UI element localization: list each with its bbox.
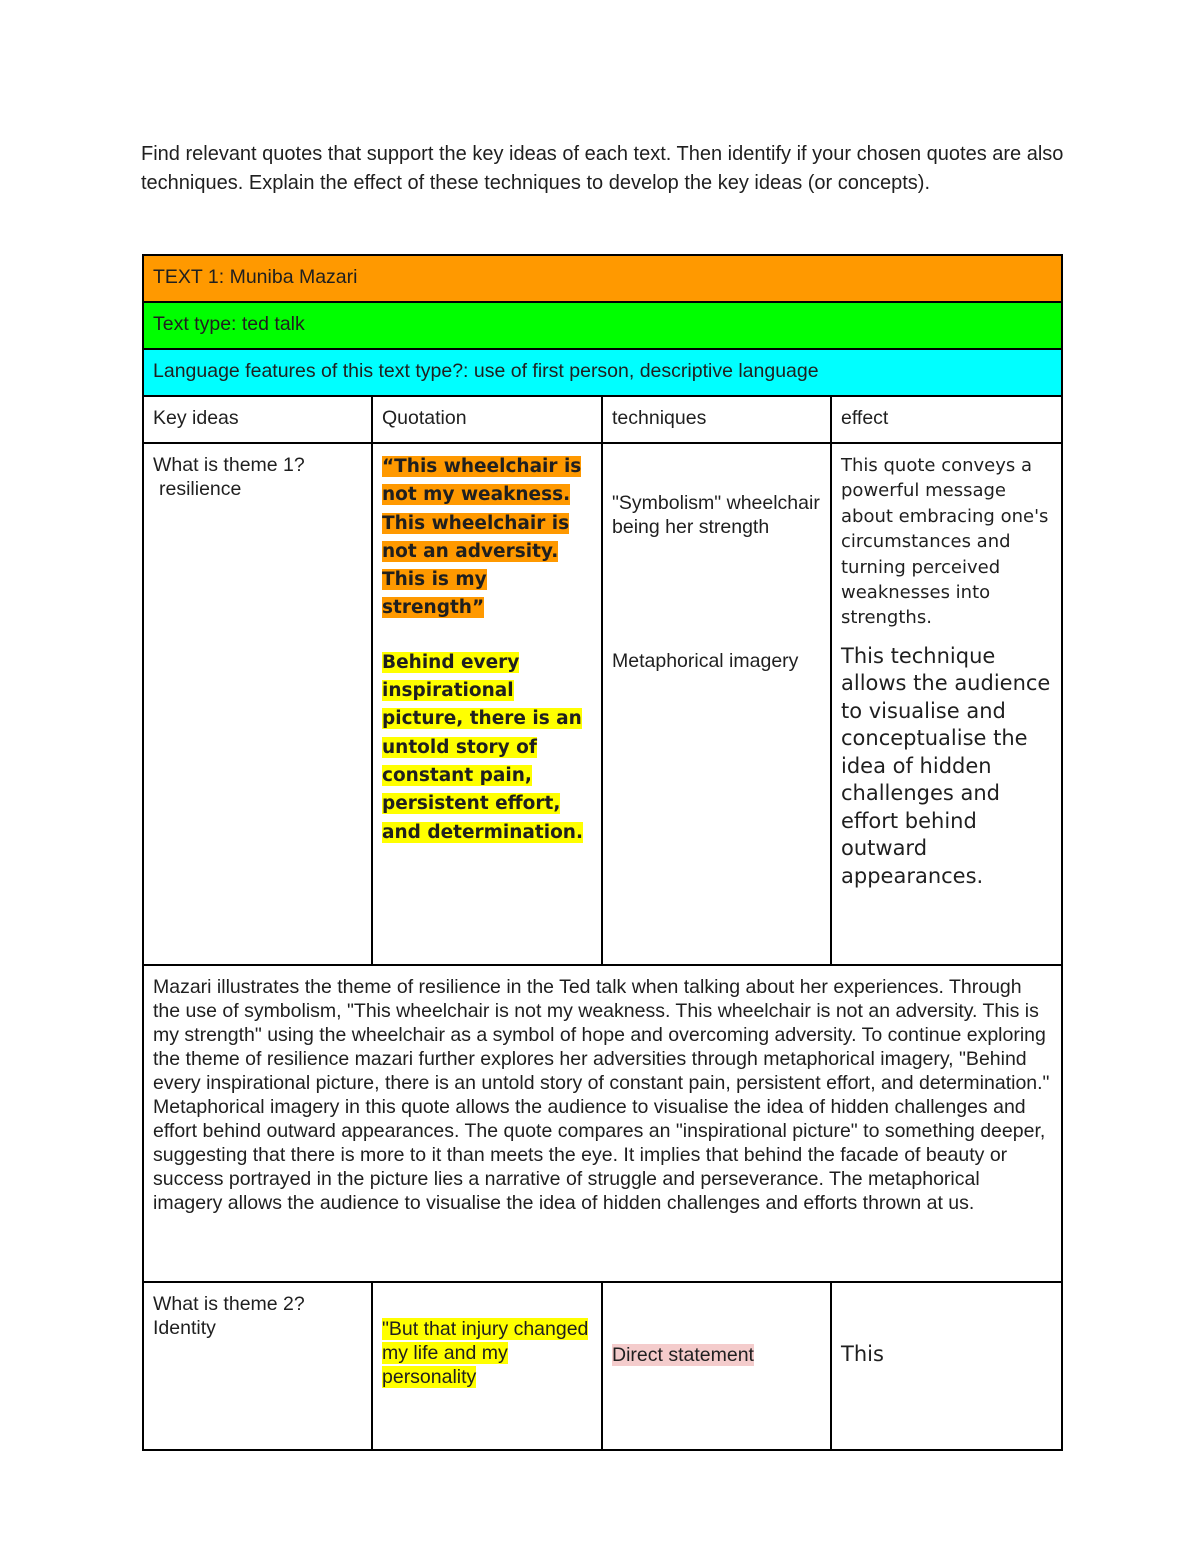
- header-row: [143, 396, 1062, 443]
- header-effect: effect: [831, 396, 1062, 443]
- paragraph-row: [143, 965, 1062, 1282]
- theme1-techniques-cell: [602, 443, 831, 965]
- theme1-quote-1: “This wheelchair is not my weakness. This wheelchair is not an adversity. This is my strength”: [382, 456, 582, 619]
- theme1-technique-1: "Symbolism" wheelchair being her strength: [612, 492, 820, 538]
- text-type-cell: Text type: ted talk: [143, 302, 1062, 349]
- instructions-text: Find relevant quotes that support the key ideas of each text. Then identify if your chosen quotes are also techniques. Explain the effect of these techniques to develop the key ideas (or concepts).: [141, 143, 1064, 194]
- title-row: [143, 255, 1062, 302]
- theme1-technique-2: Metaphorical imagery: [612, 650, 799, 672]
- language-features-cell: Language features of this text type?: use of first person, descriptive language: [143, 349, 1062, 396]
- theme2-quote: "But that injury changed my life and my personality: [382, 1318, 589, 1388]
- theme1-question: What is theme 1?: [153, 454, 305, 476]
- text-type-row: [143, 302, 1062, 349]
- theme2-technique: Direct statement: [612, 1344, 754, 1366]
- theme1-key-idea-cell: [143, 443, 372, 965]
- theme1-quotation-cell: [372, 443, 602, 965]
- theme1-answer: resilience: [159, 478, 242, 500]
- theme2-answer: Identity: [153, 1317, 216, 1339]
- theme1-effect-cell: [831, 443, 1062, 965]
- theme1-effect-2: This technique allows the audience to visualise and conceptualise the idea of hidden challenges and effort behind outward appearances.: [841, 643, 1051, 888]
- theme2-effect: This: [841, 1342, 884, 1366]
- analysis-paragraph: Mazari illustrates the theme of resilience in the Ted talk when talking about her experiences. Through the use of symbolism, "This wheelchair is not my weakness. This wheelchair is not an adversity. This is my strength" using the wheelchair as a symbol of hope and overcoming adversity. To continue exploring the theme of resilience mazari further explores her adversities through metaphorical imagery, "Behind every inspirational picture, there is an untold story of constant pain, persistent effort, and determination." Metaphorical imagery in this quote allows the audience to visualise the idea of hidden challenges and effort behind outward appearances. The quote compares an "inspirational picture" to something deeper, suggesting that there is more to it than meets the eye. It implies that behind the facade of beauty or success portrayed in the picture lies a narrative of struggle and perseverance. The metaphorical imagery allows the audience to visualise the idea of hidden challenges and efforts thrown at us.: [143, 965, 1062, 1282]
- header-quotation: Quotation: [372, 396, 602, 443]
- theme2-techniques-cell: [602, 1282, 831, 1450]
- theme2-key-idea-cell: [143, 1282, 372, 1450]
- theme2-question: What is theme 2?: [153, 1293, 305, 1315]
- theme2-quotation-cell: [372, 1282, 602, 1450]
- language-features-row: [143, 349, 1062, 396]
- analysis-table: [142, 254, 1063, 1451]
- theme1-effect-1: This quote conveys a powerful message about embracing one's circumstances and turning perceived weaknesses into strengths.: [841, 455, 1049, 629]
- text-title-cell: TEXT 1: Muniba Mazari: [143, 255, 1062, 302]
- theme2-effect-cell: [831, 1282, 1062, 1450]
- theme2-row: [143, 1282, 1062, 1450]
- theme1-row: [143, 443, 1062, 965]
- header-techniques: techniques: [602, 396, 831, 443]
- theme1-quote-2: Behind every inspirational picture, there is an untold story of constant pain, persistent effort, and determination.: [382, 651, 584, 843]
- header-key-ideas: Key ideas: [143, 396, 372, 443]
